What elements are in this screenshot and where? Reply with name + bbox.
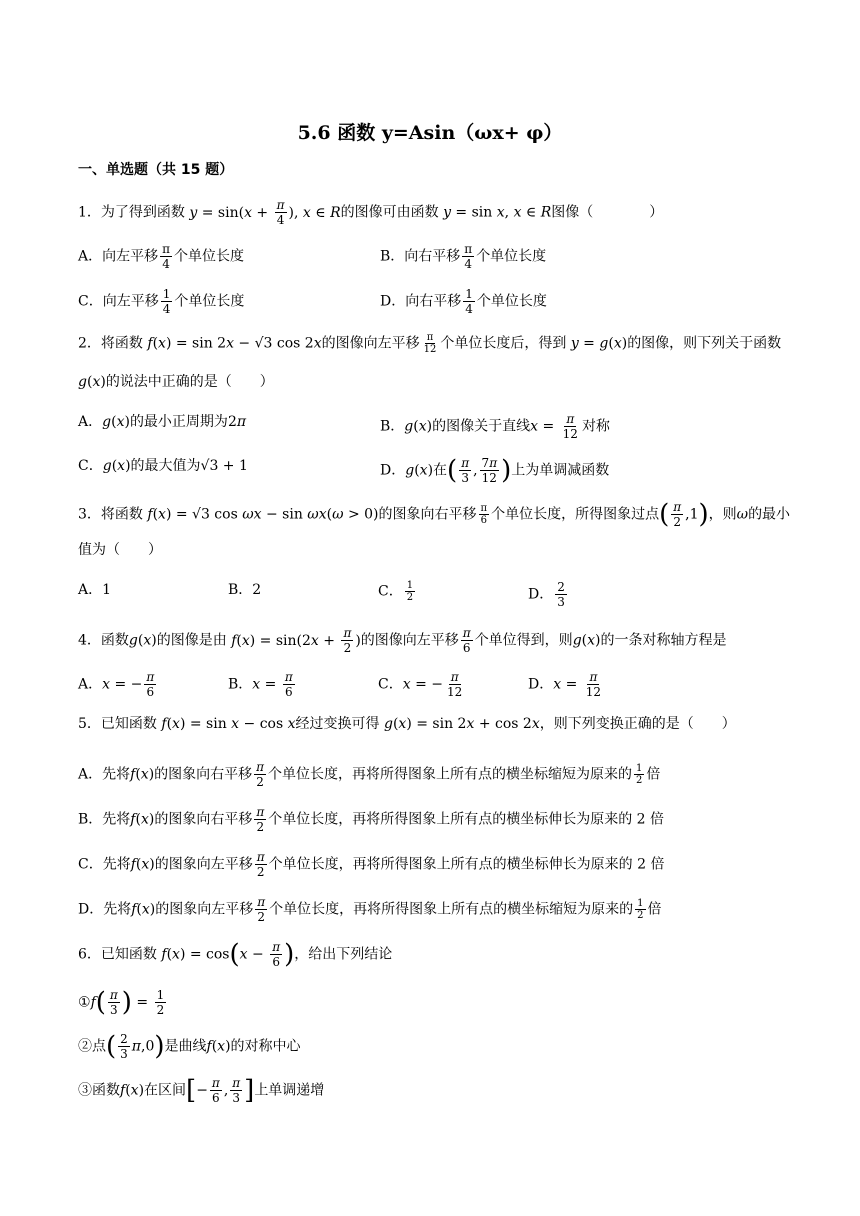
- option-1b: B．向右平移 $\frac{\pi}{4}$ 个单位长度: [380, 242, 547, 271]
- option-4b: B．x = $\frac{\pi}{6}$: [228, 670, 293, 699]
- option-4d: D．x = $\frac{\pi}{12}$: [528, 670, 602, 699]
- option-2a: A．g(x)的最小正周期为2π: [78, 414, 247, 430]
- option-2c: C．g(x)的最大值为√3 + 1: [78, 458, 248, 474]
- option-1a: A．向左平移 $\frac{\pi}{4}$ 个单位长度: [78, 242, 245, 271]
- option-3d: D． $\frac{2}{3}$: [528, 580, 565, 609]
- option-5b: B．先将f(x)的图象向右平移 $\frac{\pi}{2}$ 个单位长度，再将所得图象上所有点的横坐标伸长为原来的 2 倍: [78, 805, 665, 834]
- page-title: 5.6 函数 y=Asin（ωx+ φ）: [297, 122, 563, 144]
- statement-1: ①f( $\frac{\pi}{3}$ ) = $\frac{1}{2}$: [78, 987, 165, 1018]
- question-1: 1．为了得到函数 y = sin(x + $\frac{\pi}{4}$ ), x ∈ R的图像可由函数 y = sin x, x ∈ R图像（ ）: [78, 198, 664, 227]
- section-heading: 一、单选题（共 15 题）: [78, 162, 234, 178]
- option-4c: C．x = − $\frac{\pi}{12}$: [378, 670, 463, 699]
- question-6: 6．已知函数 f(x) = cos(x − $\frac{\pi}{6}$ )，给出下列结论: [78, 939, 393, 970]
- option-4a: A．x = − $\frac{\pi}{6}$: [78, 670, 155, 699]
- formula: y = sin x, x ∈ R: [443, 204, 552, 221]
- formula: y = sin(x + $\frac{\pi}{4}$ ), x ∈ R: [189, 198, 341, 227]
- option-2b: B．g(x)的图像关于直线x = $\frac{\pi}{12}$ 对称: [380, 412, 610, 441]
- option-2d: D．g(x)在( $\frac{\pi}{3}$ , $\frac{7\pi}{12}$ )上为单调减函数: [380, 455, 610, 486]
- question-2-cont: g(x)的说法中正确的是（ ）: [78, 374, 274, 390]
- question-3: 3．将函数 f(x) = √3 cos ωx − sin ωx(ω > 0)的图象向右平移 $\frac{\pi}{6}$ 个单位长度，所得图象过点( $\frac{\pi}{2}$ ,1)，则ω的最小: [78, 499, 791, 530]
- statement-2: ②点( $\frac{2}{3}$ π,0)是曲线f(x)的对称中心: [78, 1031, 301, 1062]
- question-2: 2．将函数 f(x) = sin 2x − √3 cos 2x的图像向左平移 $\frac{\pi}{12}$ 个单位长度后，得到 y = g(x)的图像，则下列关于函数: [78, 332, 782, 355]
- option-1c: C．向左平移 $\frac{1}{4}$ 个单位长度: [78, 287, 245, 316]
- option-5a: A．先将f(x)的图象向右平移 $\frac{\pi}{2}$ 个单位长度，再将所得图象上所有点的横坐标缩短为原来的 $\frac{1}{2}$ 倍: [78, 760, 661, 789]
- option-5c: C．先将f(x)的图象向左平移 $\frac{\pi}{2}$ 个单位长度，再将所得图象上所有点的横坐标伸长为原来的 2 倍: [78, 850, 665, 879]
- question-4: 4．函数g(x)的图像是由 f(x) = sin(2x + $\frac{\pi}{2}$ )的图像向左平移 $\frac{\pi}{6}$ 个单位得到，则g(x)的一条对称轴方程是: [78, 626, 727, 655]
- option-1d: D．向右平移 $\frac{1}{4}$ 个单位长度: [380, 287, 547, 316]
- statement-3: ③函数f(x)在区间[− $\frac{\pi}{6}$ , $\frac{\pi}{3}$ ]上单调递增: [78, 1075, 325, 1106]
- option-3b: B．2: [228, 582, 262, 598]
- question-3-cont: 值为（ ）: [78, 542, 162, 558]
- question-5: 5．已知函数 f(x) = sin x − cos x经过变换可得 g(x) = sin 2x + cos 2x，则下列变换正确的是（ ）: [78, 716, 736, 732]
- option-5d: D．先将f(x)的图象向左平移 $\frac{\pi}{2}$ 个单位长度，再将所得图象上所有点的横坐标缩短为原来的 $\frac{1}{2}$ 倍: [78, 895, 662, 924]
- option-3a: A．1: [78, 582, 112, 598]
- option-3c: C． $\frac{1}{2}$: [378, 580, 414, 603]
